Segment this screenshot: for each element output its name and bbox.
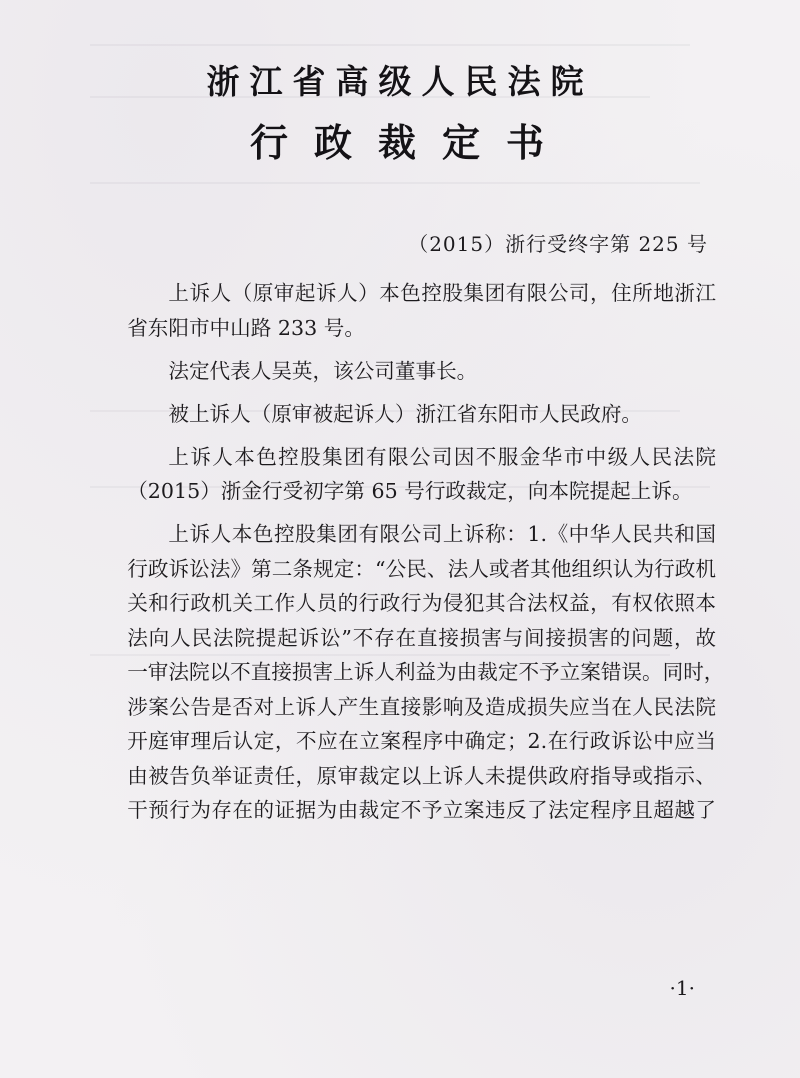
text-line: 上诉人本色控股集团有限公司因不服金华市中级人民法院 xyxy=(168,444,716,469)
text-line: 一审法院以不直接损害上诉人利益为由裁定不予立案错误。同时， xyxy=(127,660,725,684)
text-line: 涉案公告是否对上诉人产生直接影响及造成损失应当在人民法院 xyxy=(127,694,716,719)
text-line: 法定代表人吴英，该公司董事长。 xyxy=(168,358,478,383)
paragraph-legal-representative xyxy=(86,354,716,389)
text-line: 由被告负举证责任，原审裁定以上诉人未提供政府指导或指示、 xyxy=(127,763,716,788)
court-name-heading: 浙江省高级人民法院 xyxy=(206,62,594,101)
bleed-through-line xyxy=(90,182,700,184)
text-line: 上诉人（原审起诉人）本色控股集团有限公司，住所地浙江 xyxy=(168,281,716,305)
bleed-through-line xyxy=(90,44,690,46)
page-number: ·1· xyxy=(669,976,695,1000)
text-line: 关和行政机关工作人员的行政行为侵犯其合法权益，有权依照本 xyxy=(127,591,716,615)
paragraph-appellant xyxy=(86,276,716,345)
text-line: 行政诉讼法》第二条规定：“公民、法人或者其他组织认为行政机 xyxy=(127,556,716,581)
case-number: （2015）浙行受终字第 225 号 xyxy=(408,232,708,256)
paragraph-appellee xyxy=(86,397,716,432)
text-line: 被上诉人（原审被起诉人）浙江省东阳市人民政府。 xyxy=(168,401,643,426)
document-body xyxy=(86,276,725,836)
text-line: （2015）浙金行受初字第 65 号行政裁定，向本院提起上诉。 xyxy=(127,479,693,503)
text-line: 干预行为存在的证据为由裁定不予立案违反了法定程序且超越了 xyxy=(127,798,716,822)
paragraph-appeal-grounds xyxy=(86,517,725,828)
paragraph-appeal-origin xyxy=(86,440,716,509)
text-line: 开庭审理后认定，不应在立案程序中确定；2.在行政诉讼中应当 xyxy=(127,729,716,753)
text-line: 上诉人本色控股集团有限公司上诉称：1.《中华人民共和国 xyxy=(168,522,716,546)
text-line: 法向人民法院提起诉讼”不存在直接损害与间接损害的问题，故 xyxy=(127,625,716,650)
document-type-heading: 行政裁定书 xyxy=(249,120,570,165)
text-line: 省东阳市中山路 233 号。 xyxy=(127,315,365,340)
